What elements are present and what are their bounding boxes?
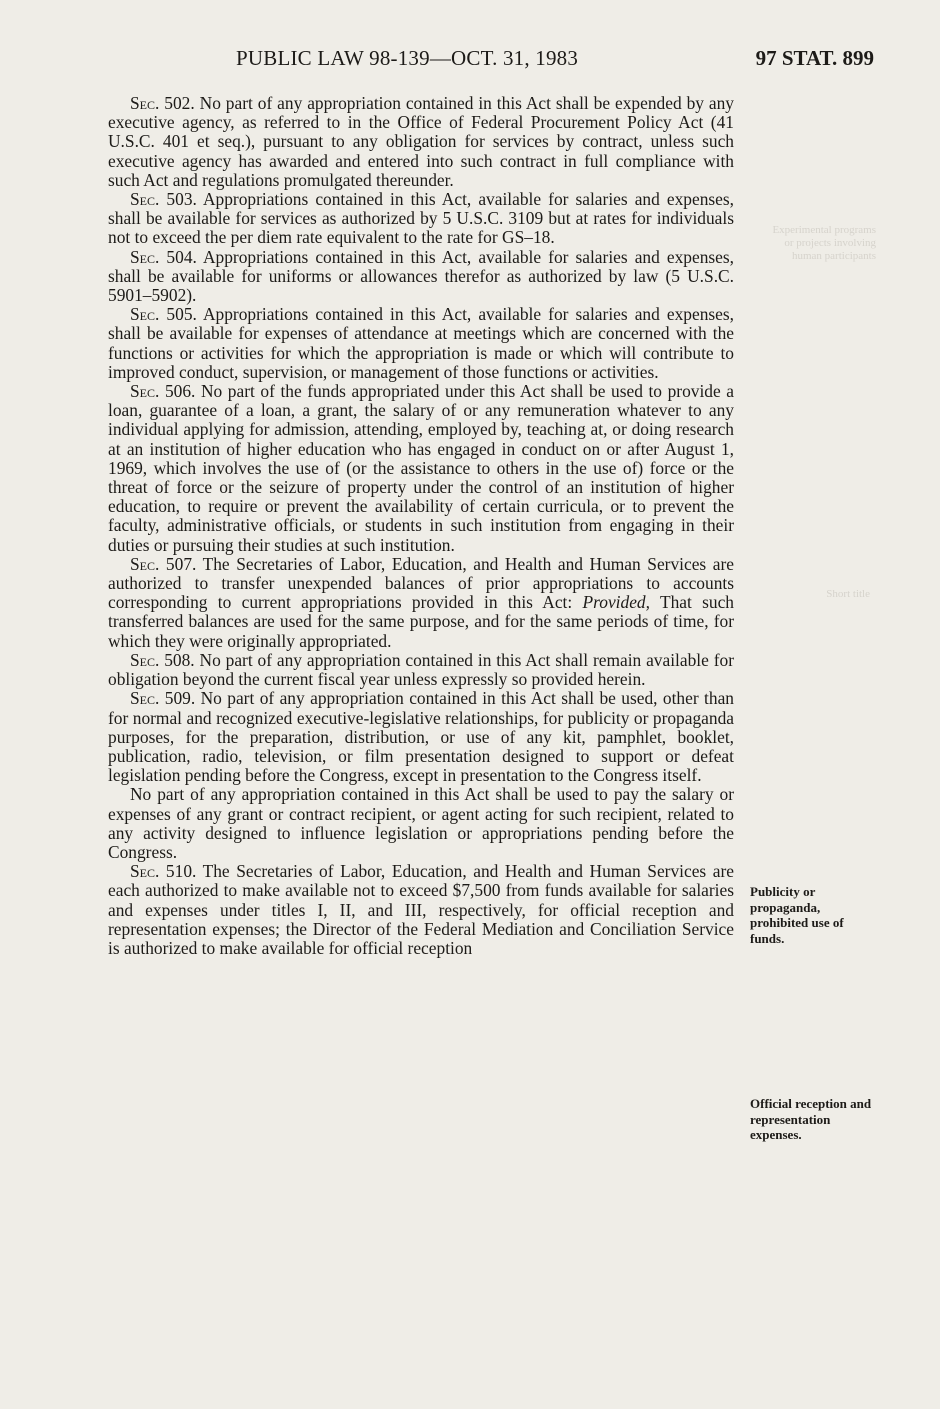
section-508 [108,651,734,689]
section-text: 508. No part of any appropriation contained in this Act shall remain available for obligation beyond the current fiscal year unless expressly so provided herein. [108,649,734,690]
section-text: 502. No part of any appropriation contained in this Act shall be expended by any executive agency, as referred to in the Office of Federal Procurement Policy Act (41 U.S.C. 401 et seq.), pursuant to any obligation for services by contract, unless such executive agency has awarded and entered into such contract in full compliance with such Act and regulations promulgated thereunder. [108,93,734,190]
section-label: Sec. [130,553,160,574]
section-label: Sec. [130,688,160,709]
section-509 [108,689,734,785]
page-title: PUBLIC LAW 98-139—OCT. 31, 1983 [236,46,579,70]
section-label: Sec. [130,381,160,402]
margin-note-reception: Official reception and representation expenses. [750,1096,872,1142]
section-label: Sec. [130,189,160,210]
section-507 [108,555,734,651]
section-504 [108,248,734,306]
section-text: 506. No part of the funds appropriated under this Act shall be used to provide a loan, guarantee of a loan, a grant, the salary of or any remuneration whatever to any individual applying for admission, attending, employed by, teaching at, or doing research at an institution of higher education who has engaged in conduct on or after August 1, 1969, which involves the use of (or the assistance to others in the use of) force or the threat of force or the seizure of property under the control of an institution of higher education, to require or prevent the availability of certain curricula, or to prevent the faculty, administrative officials, or students in such institution from engaging in their duties or pursuing their studies at such institution. [108,381,734,555]
section-label: Sec. [130,304,160,325]
section-label: Sec. [130,861,160,882]
section-text: 510. The Secretaries of Labor, Education, and Health and Human Services are each authorized to make available not to exceed $7,500 from funds available for salaries and expenses under titles I, II, and III, respectively, for official reception and representation expenses; the Director of the Federal Mediation and Conciliation Service is authorized to make available for official reception [108,861,734,958]
statute-page-number: 97 STAT. 899 [755,46,874,70]
section-502 [108,94,734,190]
section-503 [108,190,734,248]
section-text-continued: That such transferred balances are used for the same purpose, and for the same periods of time, for which they were originally appropriated. [108,592,734,651]
section-505 [108,305,734,382]
section-label: Sec. [130,246,160,267]
page-header [0,42,940,76]
bleed-through-note: Experimental programs or projects involving human participants [772,224,876,262]
law-text [108,94,734,958]
margin-note-publicity: Publicity or propaganda, prohibited use of funds. [750,884,844,946]
section-text: 503. Appropriations contained in this Act, available for salaries and expenses, shall be available for services as authorized by 5 U.S.C. 3109 but at rates for individuals not to exceed the per diem rate equivalent to the rate for GS–18. [108,189,734,248]
section-label: Sec. [130,649,160,670]
section-label: Sec. [130,93,160,113]
section-text: No part of any appropriation contained in this Act shall be used to pay the salary or expenses of any grant or contract recipient, or agent acting for such recipient, related to any activity designed to influence legislation or appropriations pending before the Congress. [108,784,734,862]
bleed-through-note: Short title [826,588,870,600]
section-text: 505. Appropriations contained in this Act, available for salaries and expenses, shall be available for expenses of attendance at meetings which are concerned with the functions or activities for which the appropriation is made or which will contribute to improved conduct, supervision, or management of those functions or activities. [108,304,734,382]
section-italic: Provided, [582,592,650,613]
section-text: 509. No part of any appropriation contained in this Act shall be used, other than for normal and recognized executive-legislative relationships, for publicity or propaganda purposes, for the preparation, distribution, or use of any kit, pamphlet, booklet, publication, radio, television, or film presentation designed to support or defeat legislation pending before the Congress, except in presentation to the Congress itself. [108,688,734,786]
section-text: 507. The Secretaries of Labor, Education, and Health and Human Services are authorized to transfer unexpended balances of prior appropriations to accounts corresponding to current appropriations provided in this Act: [108,553,734,613]
section-506 [108,382,734,555]
section-509-paragraph-2 [108,785,734,862]
section-text: 504. Appropriations contained in this Act, available for salaries and expenses, shall be available for uniforms or allowances therefor as authorized by law (5 U.S.C. 5901–5902). [108,246,734,306]
section-510 [108,862,734,958]
